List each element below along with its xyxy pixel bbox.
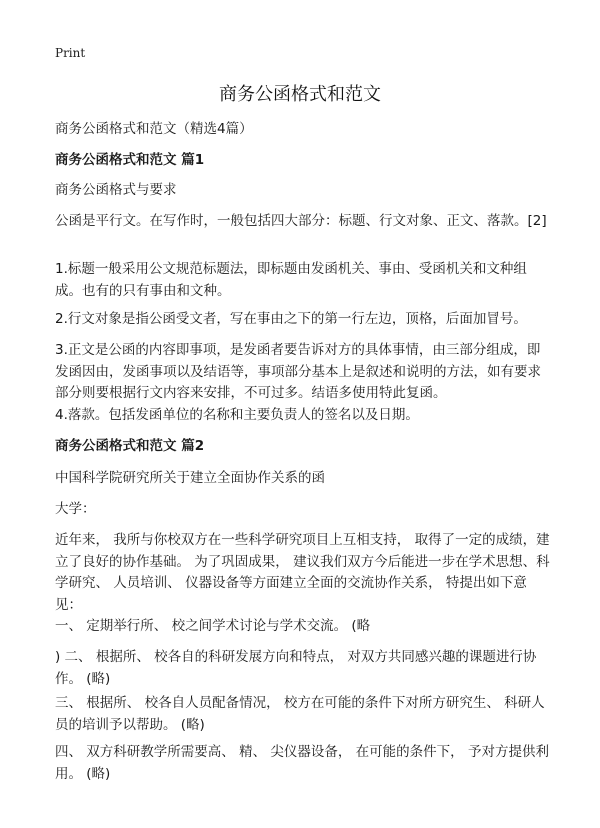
section-heading: 商务公函格式和范文 篇2 xyxy=(55,438,205,454)
paragraph: 大学： xyxy=(55,501,96,517)
paragraph: 一、 定期举行所、 校之间学术讨论与学术交流。 (略 xyxy=(55,618,371,634)
section-heading: 商务公函格式和范文 篇1 xyxy=(55,152,205,168)
paragraph: 四、 双方科研教学所需要高、 精、 尖仪器设备， 在可能的条件下， 予对方提供利用。 (略) xyxy=(55,744,549,782)
paragraph: 商务公函格式与要求 xyxy=(55,182,177,198)
document-subtitle: 商务公函格式和范文（精选4篇） xyxy=(55,121,253,137)
paragraph: 近年来， 我所与你校双方在一些科学研究项目上互相支持， 取得了一定的成绩，建立了良好的协作基础。 为了巩固成果， 建议我们双方今后能进一步在学术思想、科学研究、 人员培训、 仪器设备等方面建立全面的交流协作关系， 特提出如下意见： xyxy=(55,532,550,613)
print-label[interactable]: Print xyxy=(55,46,86,60)
paragraph: ) 二、 根据所、 校各自的科研发展方向和特点， 对双方共同感兴趣的课题进行协作。 (略) xyxy=(55,649,537,687)
paragraph: 4.落款。包括发函单位的名称和主要负责人的签名以及日期。 xyxy=(55,407,419,423)
paragraph: 2.行文对象是指公函受文者，写在事由之下的第一行左边，顶格，后面加冒号。 xyxy=(55,311,527,327)
paragraph: 1.标题一般采用公文规范标题法，即标题由发函机关、事由、受函机关和文种组成。也有的只有事由和文种。 xyxy=(55,261,527,299)
document-title: 商务公函格式和范文 xyxy=(219,84,381,105)
paragraph: 三、 根据所、 校各自人员配备情况， 校方在可能的条件下对所方研究生、 科研人员的培训予以帮助。 (略) xyxy=(55,695,545,733)
paragraph: 中国科学院研究所关于建立全面协作关系的函 xyxy=(55,470,325,486)
paragraph: 3.正文是公函的内容即事项，是发函者要告诉对方的具体事情，由三部分组成，即发函因由，发函事项以及结语等，事项部分基本上是叙述和说明的方法，如有要求部分则要根据行文内容来安排，不可过多。结语多使用特此复函。 xyxy=(55,342,541,401)
paragraph: 公函是平行文。在写作时，一般包括四大部分：标题、行文对象、正文、落款。[2] xyxy=(55,213,547,229)
